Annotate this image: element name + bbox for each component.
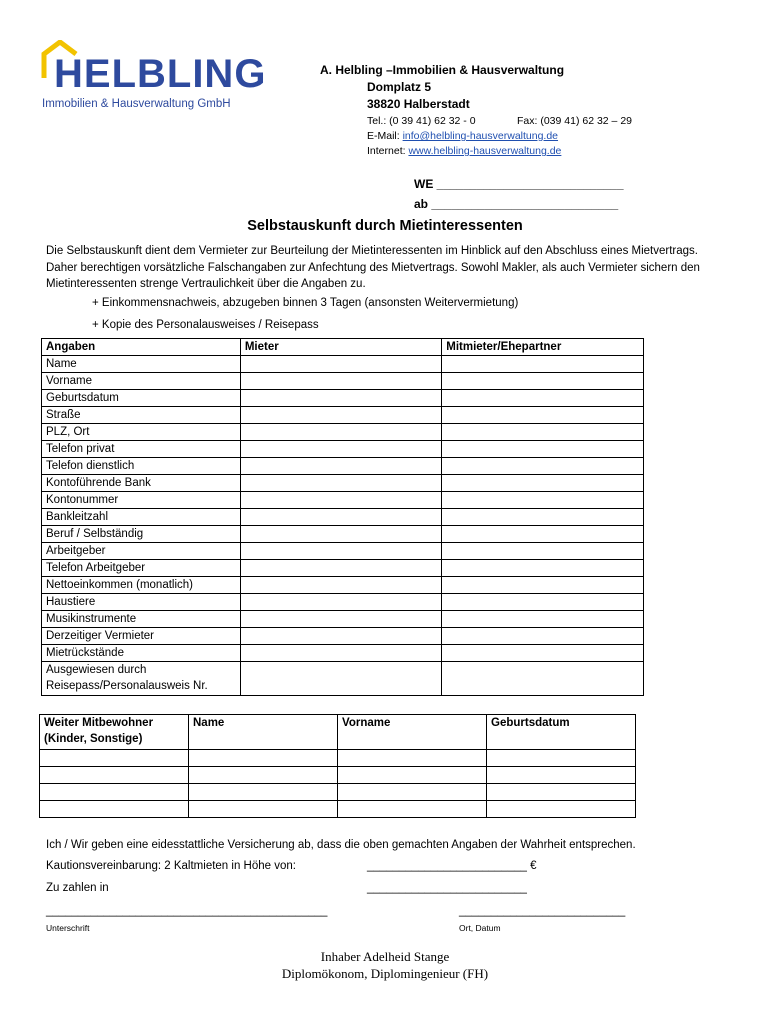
row-label: Beruf / Selbständig <box>42 526 241 543</box>
co-resident-cell[interactable] <box>189 784 338 801</box>
mieter-cell[interactable] <box>240 475 441 492</box>
co-resident-cell[interactable] <box>338 750 487 767</box>
mitmieter-cell[interactable] <box>442 543 644 560</box>
mieter-cell[interactable] <box>240 526 441 543</box>
mieter-cell[interactable] <box>240 611 441 628</box>
mieter-cell[interactable] <box>240 577 441 594</box>
co-resident-cell[interactable] <box>487 750 636 767</box>
mieter-cell[interactable] <box>240 662 441 696</box>
row-label: Telefon privat <box>42 441 241 458</box>
mitmieter-cell[interactable] <box>442 424 644 441</box>
mitmieter-cell[interactable] <box>442 475 644 492</box>
bullet-income: + Einkommensnachweis, abzugeben binnen 3 Tagen (ansonsten Weitervermietung) <box>92 297 519 309</box>
mitmieter-cell[interactable] <box>442 577 644 594</box>
co-resident-cell[interactable] <box>338 801 487 818</box>
table-row <box>42 662 644 696</box>
table-row <box>42 526 644 543</box>
header-mitbewohner <box>40 715 189 750</box>
row-label: Arbeitgeber <box>42 543 241 560</box>
table-row <box>42 560 644 577</box>
company-city: 38820 Halberstadt <box>367 97 470 111</box>
header-mitmieter: Mitmieter/Ehepartner <box>442 339 644 356</box>
mieter-cell[interactable] <box>240 458 441 475</box>
table-row <box>42 407 644 424</box>
pay-label: Zu zahlen in <box>46 882 109 894</box>
co-resident-cell[interactable] <box>487 801 636 818</box>
mitmieter-cell[interactable] <box>442 373 644 390</box>
table-row <box>42 577 644 594</box>
co-resident-cell[interactable] <box>487 784 636 801</box>
header-vorname: Vorname <box>338 715 487 750</box>
table-row <box>42 611 644 628</box>
company-tel: Tel.: (0 39 41) 62 32 - 0 <box>367 115 476 127</box>
co-resident-cell[interactable] <box>40 750 189 767</box>
mitmieter-cell[interactable] <box>442 458 644 475</box>
header-mieter: Mieter <box>240 339 441 356</box>
deposit-label: Kautionsvereinbarung: 2 Kaltmieten in Höhe von: <box>46 860 296 872</box>
pay-field[interactable]: _________________________ <box>367 882 527 894</box>
mieter-cell[interactable] <box>240 390 441 407</box>
table-row <box>42 543 644 560</box>
row-label: Derzeitiger Vermieter <box>42 628 241 645</box>
ab-field[interactable]: ab ____________________________ <box>414 197 619 211</box>
co-resident-cell[interactable] <box>487 767 636 784</box>
company-email-row <box>367 128 558 144</box>
co-resident-cell[interactable] <box>189 767 338 784</box>
email-label: E-Mail: <box>367 130 403 142</box>
mitmieter-cell[interactable] <box>442 560 644 577</box>
row-label <box>42 662 241 696</box>
mitmieter-cell[interactable] <box>442 441 644 458</box>
co-resident-row <box>40 801 636 818</box>
company-street: Domplatz 5 <box>367 80 432 94</box>
co-resident-cell[interactable] <box>338 784 487 801</box>
mitmieter-cell[interactable] <box>442 509 644 526</box>
table-row <box>42 424 644 441</box>
co-resident-row <box>40 750 636 767</box>
row-label: Telefon Arbeitgeber <box>42 560 241 577</box>
header-geburtsdatum: Geburtsdatum <box>487 715 636 750</box>
owner-name: Inhaber Adelheid Stange <box>320 949 450 964</box>
row-label: Straße <box>42 407 241 424</box>
mitmieter-cell[interactable] <box>442 492 644 509</box>
logo-subtitle: Immobilien & Hausverwaltung GmbH <box>42 98 231 110</box>
mitmieter-cell[interactable] <box>442 526 644 543</box>
co-resident-cell[interactable] <box>40 784 189 801</box>
row-label: Kontoführende Bank <box>42 475 241 492</box>
table-row <box>42 373 644 390</box>
mitmieter-cell[interactable] <box>442 356 644 373</box>
table-row <box>42 475 644 492</box>
place-date-label: Ort, Datum <box>459 923 501 933</box>
row-label-line2: Reisepass/Personalausweis Nr. <box>46 680 208 692</box>
header-name: Name <box>189 715 338 750</box>
mitmieter-cell[interactable] <box>442 645 644 662</box>
co-resident-cell[interactable] <box>189 801 338 818</box>
logo-wordmark: HELBLING <box>54 52 267 96</box>
declaration-text: Ich / Wir geben eine eidesstattliche Versicherung ab, dass die oben gemachten Angaben der Wahrheit entsprechen. <box>46 839 636 851</box>
row-label: Nettoeinkommen (monatlich) <box>42 577 241 594</box>
mitmieter-cell[interactable] <box>442 628 644 645</box>
signature-label: Unterschrift <box>46 923 90 933</box>
row-label: Haustiere <box>42 594 241 611</box>
mieter-cell[interactable] <box>240 543 441 560</box>
table-row <box>42 645 644 662</box>
bullet-id: + Kopie des Personalausweises / Reisepass <box>92 319 319 331</box>
table-row <box>42 458 644 475</box>
table-row <box>42 356 644 373</box>
table-row <box>42 441 644 458</box>
mitmieter-cell[interactable] <box>442 390 644 407</box>
mieter-cell[interactable] <box>240 373 441 390</box>
mitmieter-cell[interactable] <box>442 611 644 628</box>
co-resident-row <box>40 767 636 784</box>
co-resident-cell[interactable] <box>40 801 189 818</box>
web-label: Internet: <box>367 145 409 157</box>
row-label: Name <box>42 356 241 373</box>
table-row <box>42 509 644 526</box>
owner-title: Diplomökonom, Diplomingenieur (FH) <box>281 966 489 981</box>
table-row <box>42 594 644 611</box>
mieter-cell[interactable] <box>240 407 441 424</box>
mieter-cell[interactable] <box>240 424 441 441</box>
mieter-cell[interactable] <box>240 628 441 645</box>
row-label: PLZ, Ort <box>42 424 241 441</box>
mieter-cell[interactable] <box>240 594 441 611</box>
mieter-cell[interactable] <box>240 492 441 509</box>
mitmieter-cell[interactable] <box>442 594 644 611</box>
row-label: Telefon dienstlich <box>42 458 241 475</box>
we-field[interactable]: WE ____________________________ <box>414 177 624 191</box>
email-link[interactable]: info@helbling-hausverwaltung.de <box>402 130 559 142</box>
table-row <box>42 390 644 407</box>
co-residents-table <box>39 714 636 818</box>
mieter-cell[interactable] <box>240 441 441 458</box>
row-label: Bankleitzahl <box>42 509 241 526</box>
row-label: Mietrückstände <box>42 645 241 662</box>
place-date-line[interactable]: __________________________ <box>459 905 626 917</box>
mieter-cell[interactable] <box>240 560 441 577</box>
co-resident-cell[interactable] <box>338 767 487 784</box>
co-resident-cell[interactable] <box>189 750 338 767</box>
company-web-row <box>367 143 561 159</box>
header-mitbewohner-line1: Weiter Mitbewohner <box>44 717 154 729</box>
row-label: Vorname <box>42 373 241 390</box>
page-title: Selbstauskunft durch Mietinteressenten <box>247 218 523 234</box>
row-label-line1: Ausgewiesen durch <box>46 664 147 676</box>
table-row <box>42 492 644 509</box>
applicant-table <box>41 338 644 696</box>
mitmieter-cell[interactable] <box>442 662 644 696</box>
co-resident-cell[interactable] <box>40 767 189 784</box>
company-name: A. Helbling –Immobilien & Hausverwaltung <box>320 63 565 77</box>
company-fax: Fax: (039 41) 62 32 – 29 <box>517 115 632 127</box>
web-link[interactable]: www.helbling-hausverwaltung.de <box>408 145 562 157</box>
intro-text: Die Selbstauskunft dient dem Vermieter zur Beurteilung der Mietinteressenten im Hinblick auf den Abschluss eines Mietvertrags. Daher berechtigen vorsätzliche Falschangaben zur Anfechtung des Mietvertrags. Sowohl Makler, als auch Vermieter sichern den Mietinteressenten strenge Vertraulichkeit über die Angaben zu. <box>46 245 700 290</box>
mieter-cell[interactable] <box>240 645 441 662</box>
mieter-cell[interactable] <box>240 509 441 526</box>
deposit-field[interactable]: _________________________ € <box>367 860 537 872</box>
row-label: Geburtsdatum <box>42 390 241 407</box>
table-row <box>42 628 644 645</box>
row-label: Kontonummer <box>42 492 241 509</box>
header-mitbewohner-line2: (Kinder, Sonstige) <box>44 733 143 745</box>
mitmieter-cell[interactable] <box>442 407 644 424</box>
header-angaben: Angaben <box>42 339 241 356</box>
row-label: Musikinstrumente <box>42 611 241 628</box>
signature-line[interactable]: ____________________________________________ <box>46 905 328 917</box>
co-resident-row <box>40 784 636 801</box>
mieter-cell[interactable] <box>240 356 441 373</box>
